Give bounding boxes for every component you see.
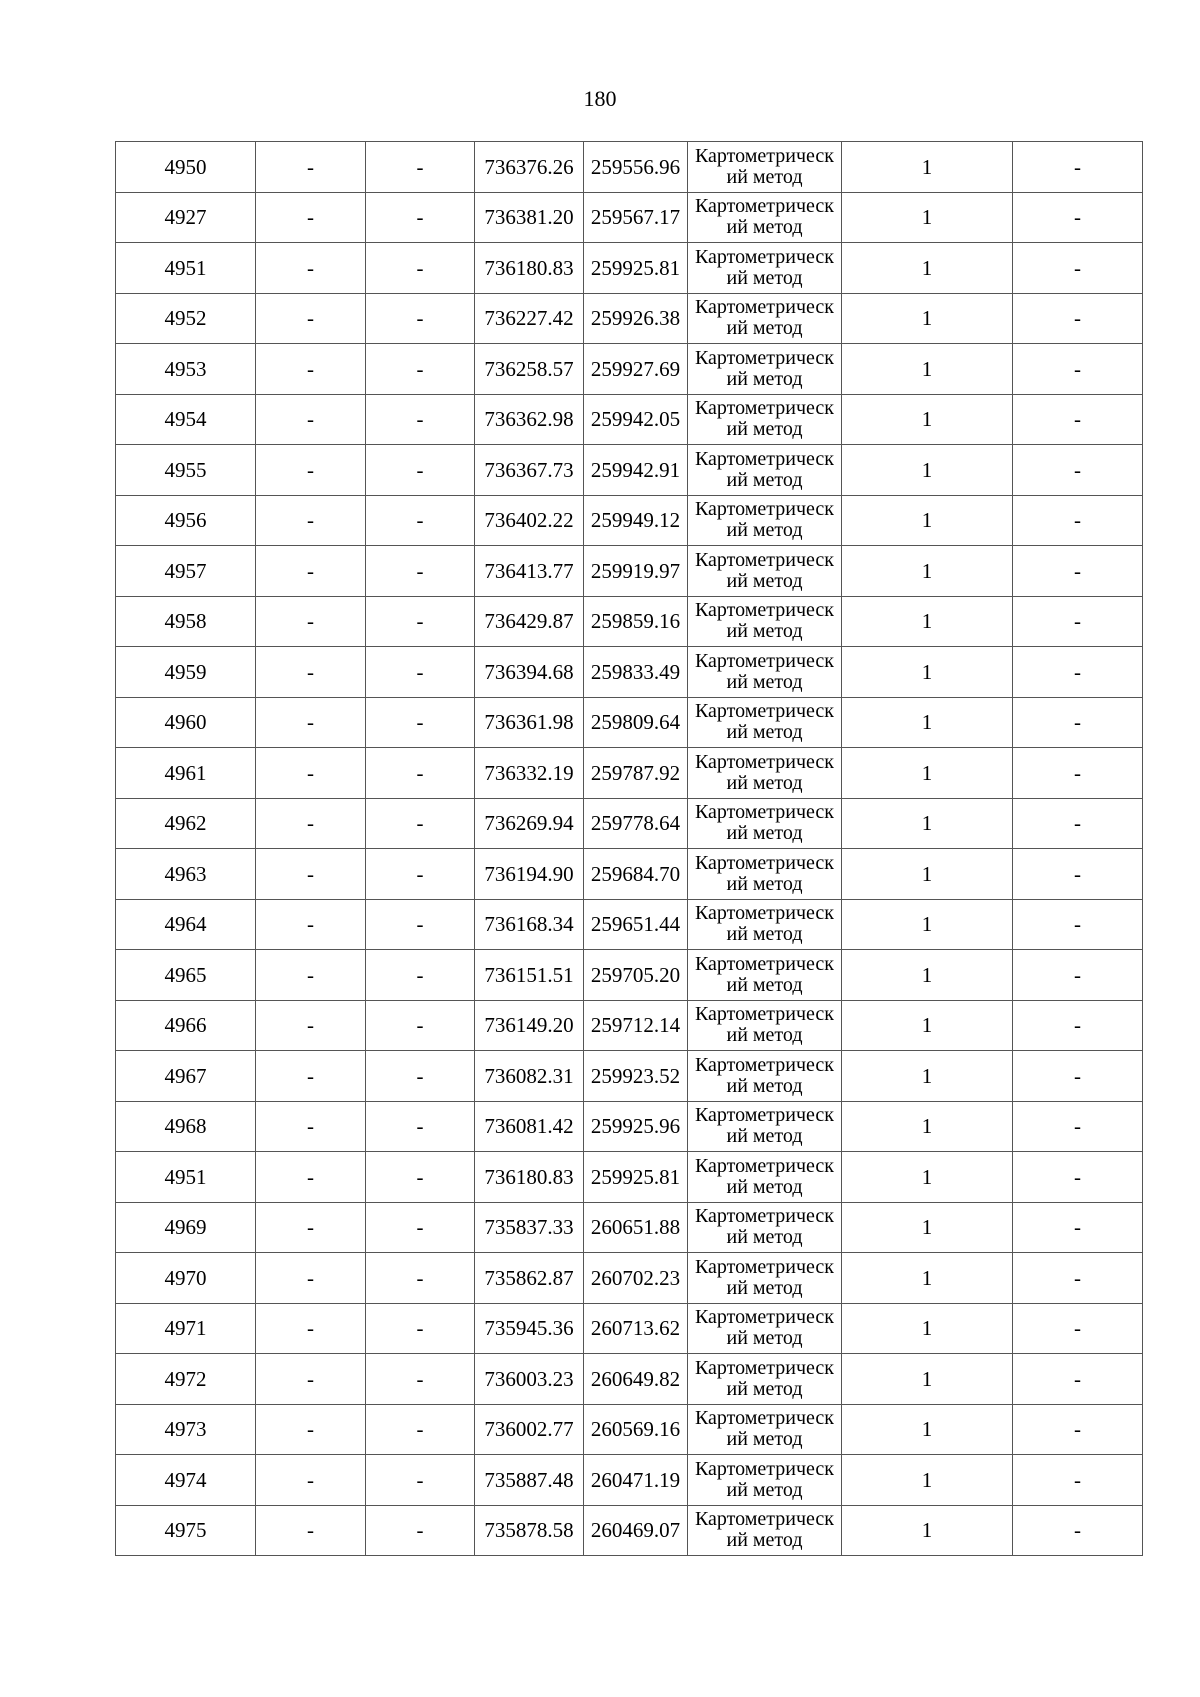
note-cell: - bbox=[1013, 293, 1143, 344]
point-number-cell: 4927 bbox=[116, 192, 256, 243]
table-row bbox=[116, 1505, 1143, 1556]
note-cell: - bbox=[1013, 344, 1143, 395]
point-number-cell: 4962 bbox=[116, 798, 256, 849]
accuracy-cell: 1 bbox=[842, 293, 1013, 344]
point-number-cell: 4964 bbox=[116, 899, 256, 950]
point-number-cell: 4963 bbox=[116, 849, 256, 900]
table-row bbox=[116, 1051, 1143, 1102]
coordinate-x-cell: 736003.23 bbox=[475, 1354, 584, 1405]
point-number-cell: 4957 bbox=[116, 546, 256, 597]
coordinates-table bbox=[115, 141, 1143, 1556]
coordinate-x-cell: 736269.94 bbox=[475, 798, 584, 849]
table-row bbox=[116, 495, 1143, 546]
empty-value-cell: - bbox=[256, 1404, 366, 1455]
note-cell: - bbox=[1013, 394, 1143, 445]
method-cell: Картометрический метод bbox=[688, 1303, 842, 1354]
method-cell: Картометрический метод bbox=[688, 344, 842, 395]
note-cell: - bbox=[1013, 647, 1143, 698]
empty-value-cell: - bbox=[366, 495, 475, 546]
empty-value-cell: - bbox=[366, 445, 475, 496]
accuracy-cell: 1 bbox=[842, 1000, 1013, 1051]
empty-value-cell: - bbox=[366, 1455, 475, 1506]
point-number-cell: 4970 bbox=[116, 1253, 256, 1304]
empty-value-cell: - bbox=[366, 1202, 475, 1253]
method-cell: Картометрический метод bbox=[688, 495, 842, 546]
accuracy-cell: 1 bbox=[842, 1101, 1013, 1152]
accuracy-cell: 1 bbox=[842, 647, 1013, 698]
accuracy-cell: 1 bbox=[842, 798, 1013, 849]
table-row bbox=[116, 950, 1143, 1001]
empty-value-cell: - bbox=[366, 293, 475, 344]
coordinate-x-cell: 736332.19 bbox=[475, 748, 584, 799]
method-cell: Картометрический метод bbox=[688, 1505, 842, 1556]
coordinate-x-cell: 736180.83 bbox=[475, 243, 584, 294]
point-number-cell: 4965 bbox=[116, 950, 256, 1001]
coordinate-y-cell: 259927.69 bbox=[584, 344, 688, 395]
method-cell: Картометрический метод bbox=[688, 445, 842, 496]
coordinate-y-cell: 260651.88 bbox=[584, 1202, 688, 1253]
method-cell: Картометрический метод bbox=[688, 849, 842, 900]
coordinate-x-cell: 736180.83 bbox=[475, 1152, 584, 1203]
accuracy-cell: 1 bbox=[842, 1505, 1013, 1556]
method-cell: Картометрический метод bbox=[688, 798, 842, 849]
coordinate-y-cell: 259809.64 bbox=[584, 697, 688, 748]
empty-value-cell: - bbox=[256, 596, 366, 647]
coordinate-y-cell: 259833.49 bbox=[584, 647, 688, 698]
coordinate-x-cell: 736227.42 bbox=[475, 293, 584, 344]
point-number-cell: 4975 bbox=[116, 1505, 256, 1556]
empty-value-cell: - bbox=[366, 748, 475, 799]
accuracy-cell: 1 bbox=[842, 1051, 1013, 1102]
table-row bbox=[116, 899, 1143, 950]
page-number: 180 bbox=[583, 86, 617, 111]
coordinate-x-cell: 735878.58 bbox=[475, 1505, 584, 1556]
coordinate-x-cell: 736082.31 bbox=[475, 1051, 584, 1102]
coordinate-x-cell: 736367.73 bbox=[475, 445, 584, 496]
accuracy-cell: 1 bbox=[842, 1152, 1013, 1203]
empty-value-cell: - bbox=[366, 1303, 475, 1354]
empty-value-cell: - bbox=[256, 142, 366, 193]
empty-value-cell: - bbox=[366, 546, 475, 597]
note-cell: - bbox=[1013, 1354, 1143, 1405]
coordinate-x-cell: 735887.48 bbox=[475, 1455, 584, 1506]
method-cell: Картометрический метод bbox=[688, 1051, 842, 1102]
table-row bbox=[116, 1455, 1143, 1506]
empty-value-cell: - bbox=[366, 647, 475, 698]
note-cell: - bbox=[1013, 596, 1143, 647]
table-row bbox=[116, 849, 1143, 900]
empty-value-cell: - bbox=[366, 798, 475, 849]
table-row bbox=[116, 546, 1143, 597]
accuracy-cell: 1 bbox=[842, 192, 1013, 243]
empty-value-cell: - bbox=[366, 697, 475, 748]
empty-value-cell: - bbox=[366, 243, 475, 294]
coordinate-x-cell: 735945.36 bbox=[475, 1303, 584, 1354]
accuracy-cell: 1 bbox=[842, 697, 1013, 748]
point-number-cell: 4966 bbox=[116, 1000, 256, 1051]
point-number-cell: 4969 bbox=[116, 1202, 256, 1253]
empty-value-cell: - bbox=[256, 1000, 366, 1051]
table-body bbox=[116, 142, 1143, 1556]
empty-value-cell: - bbox=[256, 849, 366, 900]
empty-value-cell: - bbox=[256, 748, 366, 799]
empty-value-cell: - bbox=[256, 243, 366, 294]
table-row bbox=[116, 394, 1143, 445]
accuracy-cell: 1 bbox=[842, 1404, 1013, 1455]
coordinate-y-cell: 259919.97 bbox=[584, 546, 688, 597]
note-cell: - bbox=[1013, 1303, 1143, 1354]
method-cell: Картометрический метод bbox=[688, 192, 842, 243]
table-row bbox=[116, 344, 1143, 395]
coordinate-x-cell: 736149.20 bbox=[475, 1000, 584, 1051]
table-row bbox=[116, 748, 1143, 799]
point-number-cell: 4951 bbox=[116, 1152, 256, 1203]
coordinate-x-cell: 736168.34 bbox=[475, 899, 584, 950]
empty-value-cell: - bbox=[366, 142, 475, 193]
point-number-cell: 4956 bbox=[116, 495, 256, 546]
empty-value-cell: - bbox=[256, 192, 366, 243]
table-row bbox=[116, 142, 1143, 193]
note-cell: - bbox=[1013, 1101, 1143, 1152]
accuracy-cell: 1 bbox=[842, 950, 1013, 1001]
method-cell: Картометрический метод bbox=[688, 1152, 842, 1203]
accuracy-cell: 1 bbox=[842, 445, 1013, 496]
empty-value-cell: - bbox=[256, 798, 366, 849]
empty-value-cell: - bbox=[256, 1101, 366, 1152]
point-number-cell: 4952 bbox=[116, 293, 256, 344]
method-cell: Картометрический метод bbox=[688, 899, 842, 950]
accuracy-cell: 1 bbox=[842, 344, 1013, 395]
table-row bbox=[116, 1202, 1143, 1253]
coordinate-y-cell: 259712.14 bbox=[584, 1000, 688, 1051]
method-cell: Картометрический метод bbox=[688, 647, 842, 698]
table-row bbox=[116, 1253, 1143, 1304]
table-row bbox=[116, 1354, 1143, 1405]
method-cell: Картометрический метод bbox=[688, 1101, 842, 1152]
method-cell: Картометрический метод bbox=[688, 243, 842, 294]
note-cell: - bbox=[1013, 1253, 1143, 1304]
table-row bbox=[116, 293, 1143, 344]
empty-value-cell: - bbox=[256, 697, 366, 748]
note-cell: - bbox=[1013, 1455, 1143, 1506]
table-row bbox=[116, 798, 1143, 849]
empty-value-cell: - bbox=[256, 445, 366, 496]
accuracy-cell: 1 bbox=[842, 243, 1013, 294]
coordinate-x-cell: 736394.68 bbox=[475, 647, 584, 698]
coordinate-x-cell: 736151.51 bbox=[475, 950, 584, 1001]
empty-value-cell: - bbox=[366, 1354, 475, 1405]
empty-value-cell: - bbox=[256, 546, 366, 597]
point-number-cell: 4955 bbox=[116, 445, 256, 496]
accuracy-cell: 1 bbox=[842, 1202, 1013, 1253]
empty-value-cell: - bbox=[366, 1101, 475, 1152]
coordinate-y-cell: 259859.16 bbox=[584, 596, 688, 647]
empty-value-cell: - bbox=[366, 344, 475, 395]
note-cell: - bbox=[1013, 798, 1143, 849]
accuracy-cell: 1 bbox=[842, 495, 1013, 546]
method-cell: Картометрический метод bbox=[688, 596, 842, 647]
method-cell: Картометрический метод bbox=[688, 1253, 842, 1304]
coordinate-y-cell: 259942.05 bbox=[584, 394, 688, 445]
method-cell: Картометрический метод bbox=[688, 293, 842, 344]
accuracy-cell: 1 bbox=[842, 899, 1013, 950]
accuracy-cell: 1 bbox=[842, 1354, 1013, 1405]
point-number-cell: 4968 bbox=[116, 1101, 256, 1152]
empty-value-cell: - bbox=[256, 495, 366, 546]
point-number-cell: 4953 bbox=[116, 344, 256, 395]
coordinate-y-cell: 259942.91 bbox=[584, 445, 688, 496]
empty-value-cell: - bbox=[256, 293, 366, 344]
coordinate-y-cell: 259923.52 bbox=[584, 1051, 688, 1102]
coordinate-x-cell: 736081.42 bbox=[475, 1101, 584, 1152]
empty-value-cell: - bbox=[366, 1000, 475, 1051]
accuracy-cell: 1 bbox=[842, 546, 1013, 597]
method-cell: Картометрический метод bbox=[688, 1404, 842, 1455]
method-cell: Картометрический метод bbox=[688, 748, 842, 799]
method-cell: Картометрический метод bbox=[688, 1000, 842, 1051]
empty-value-cell: - bbox=[256, 1303, 366, 1354]
method-cell: Картометрический метод bbox=[688, 1354, 842, 1405]
note-cell: - bbox=[1013, 1152, 1143, 1203]
method-cell: Картометрический метод bbox=[688, 394, 842, 445]
point-number-cell: 4951 bbox=[116, 243, 256, 294]
note-cell: - bbox=[1013, 1505, 1143, 1556]
coordinate-x-cell: 736361.98 bbox=[475, 697, 584, 748]
note-cell: - bbox=[1013, 243, 1143, 294]
note-cell: - bbox=[1013, 445, 1143, 496]
coordinate-y-cell: 259925.81 bbox=[584, 243, 688, 294]
coordinate-x-cell: 736362.98 bbox=[475, 394, 584, 445]
empty-value-cell: - bbox=[366, 192, 475, 243]
empty-value-cell: - bbox=[366, 899, 475, 950]
point-number-cell: 4960 bbox=[116, 697, 256, 748]
empty-value-cell: - bbox=[256, 394, 366, 445]
empty-value-cell: - bbox=[256, 647, 366, 698]
note-cell: - bbox=[1013, 546, 1143, 597]
method-cell: Картометрический метод bbox=[688, 697, 842, 748]
empty-value-cell: - bbox=[256, 1455, 366, 1506]
empty-value-cell: - bbox=[366, 1152, 475, 1203]
coordinate-y-cell: 260649.82 bbox=[584, 1354, 688, 1405]
empty-value-cell: - bbox=[366, 1253, 475, 1304]
coordinate-x-cell: 736194.90 bbox=[475, 849, 584, 900]
coordinate-y-cell: 259925.96 bbox=[584, 1101, 688, 1152]
accuracy-cell: 1 bbox=[842, 394, 1013, 445]
coordinate-x-cell: 736413.77 bbox=[475, 546, 584, 597]
coordinate-x-cell: 735862.87 bbox=[475, 1253, 584, 1304]
coordinate-x-cell: 735837.33 bbox=[475, 1202, 584, 1253]
coordinate-y-cell: 260713.62 bbox=[584, 1303, 688, 1354]
coordinate-x-cell: 736376.26 bbox=[475, 142, 584, 193]
note-cell: - bbox=[1013, 192, 1143, 243]
accuracy-cell: 1 bbox=[842, 849, 1013, 900]
note-cell: - bbox=[1013, 950, 1143, 1001]
empty-value-cell: - bbox=[366, 1505, 475, 1556]
empty-value-cell: - bbox=[256, 1051, 366, 1102]
point-number-cell: 4954 bbox=[116, 394, 256, 445]
empty-value-cell: - bbox=[366, 394, 475, 445]
coordinate-y-cell: 259556.96 bbox=[584, 142, 688, 193]
coordinate-y-cell: 260469.07 bbox=[584, 1505, 688, 1556]
empty-value-cell: - bbox=[366, 950, 475, 1001]
coordinate-y-cell: 260569.16 bbox=[584, 1404, 688, 1455]
note-cell: - bbox=[1013, 495, 1143, 546]
point-number-cell: 4961 bbox=[116, 748, 256, 799]
note-cell: - bbox=[1013, 748, 1143, 799]
note-cell: - bbox=[1013, 142, 1143, 193]
accuracy-cell: 1 bbox=[842, 1253, 1013, 1304]
point-number-cell: 4973 bbox=[116, 1404, 256, 1455]
note-cell: - bbox=[1013, 1000, 1143, 1051]
empty-value-cell: - bbox=[366, 849, 475, 900]
empty-value-cell: - bbox=[256, 344, 366, 395]
table-row bbox=[116, 1000, 1143, 1051]
table-row bbox=[116, 1152, 1143, 1203]
table-row bbox=[116, 1404, 1143, 1455]
note-cell: - bbox=[1013, 1051, 1143, 1102]
empty-value-cell: - bbox=[256, 899, 366, 950]
accuracy-cell: 1 bbox=[842, 748, 1013, 799]
method-cell: Картометрический метод bbox=[688, 546, 842, 597]
empty-value-cell: - bbox=[256, 1253, 366, 1304]
table-row bbox=[116, 647, 1143, 698]
note-cell: - bbox=[1013, 1202, 1143, 1253]
accuracy-cell: 1 bbox=[842, 1455, 1013, 1506]
note-cell: - bbox=[1013, 899, 1143, 950]
coordinate-y-cell: 259925.81 bbox=[584, 1152, 688, 1203]
table-row bbox=[116, 445, 1143, 496]
coordinate-y-cell: 260702.23 bbox=[584, 1253, 688, 1304]
method-cell: Картометрический метод bbox=[688, 1455, 842, 1506]
point-number-cell: 4950 bbox=[116, 142, 256, 193]
coordinate-x-cell: 736429.87 bbox=[475, 596, 584, 647]
empty-value-cell: - bbox=[256, 1152, 366, 1203]
coordinate-y-cell: 259787.92 bbox=[584, 748, 688, 799]
empty-value-cell: - bbox=[256, 1354, 366, 1405]
coordinate-x-cell: 736258.57 bbox=[475, 344, 584, 395]
table-row bbox=[116, 596, 1143, 647]
empty-value-cell: - bbox=[366, 1404, 475, 1455]
method-cell: Картометрический метод bbox=[688, 1202, 842, 1253]
table-row bbox=[116, 192, 1143, 243]
point-number-cell: 4972 bbox=[116, 1354, 256, 1405]
coordinate-y-cell: 259778.64 bbox=[584, 798, 688, 849]
empty-value-cell: - bbox=[256, 1505, 366, 1556]
note-cell: - bbox=[1013, 697, 1143, 748]
coordinate-x-cell: 736402.22 bbox=[475, 495, 584, 546]
accuracy-cell: 1 bbox=[842, 142, 1013, 193]
method-cell: Картометрический метод bbox=[688, 950, 842, 1001]
note-cell: - bbox=[1013, 849, 1143, 900]
method-cell: Картометрический метод bbox=[688, 142, 842, 193]
empty-value-cell: - bbox=[256, 950, 366, 1001]
coordinate-y-cell: 259651.44 bbox=[584, 899, 688, 950]
coordinate-y-cell: 259705.20 bbox=[584, 950, 688, 1001]
point-number-cell: 4959 bbox=[116, 647, 256, 698]
table-row bbox=[116, 1101, 1143, 1152]
empty-value-cell: - bbox=[366, 1051, 475, 1102]
coordinate-y-cell: 259684.70 bbox=[584, 849, 688, 900]
coordinate-y-cell: 259949.12 bbox=[584, 495, 688, 546]
table-row bbox=[116, 697, 1143, 748]
accuracy-cell: 1 bbox=[842, 1303, 1013, 1354]
accuracy-cell: 1 bbox=[842, 596, 1013, 647]
coordinate-x-cell: 736381.20 bbox=[475, 192, 584, 243]
table-row bbox=[116, 1303, 1143, 1354]
note-cell: - bbox=[1013, 1404, 1143, 1455]
point-number-cell: 4971 bbox=[116, 1303, 256, 1354]
point-number-cell: 4974 bbox=[116, 1455, 256, 1506]
coordinate-y-cell: 259926.38 bbox=[584, 293, 688, 344]
coordinate-x-cell: 736002.77 bbox=[475, 1404, 584, 1455]
empty-value-cell: - bbox=[256, 1202, 366, 1253]
table-row bbox=[116, 243, 1143, 294]
coordinate-y-cell: 260471.19 bbox=[584, 1455, 688, 1506]
coordinate-y-cell: 259567.17 bbox=[584, 192, 688, 243]
empty-value-cell: - bbox=[366, 596, 475, 647]
point-number-cell: 4958 bbox=[116, 596, 256, 647]
point-number-cell: 4967 bbox=[116, 1051, 256, 1102]
